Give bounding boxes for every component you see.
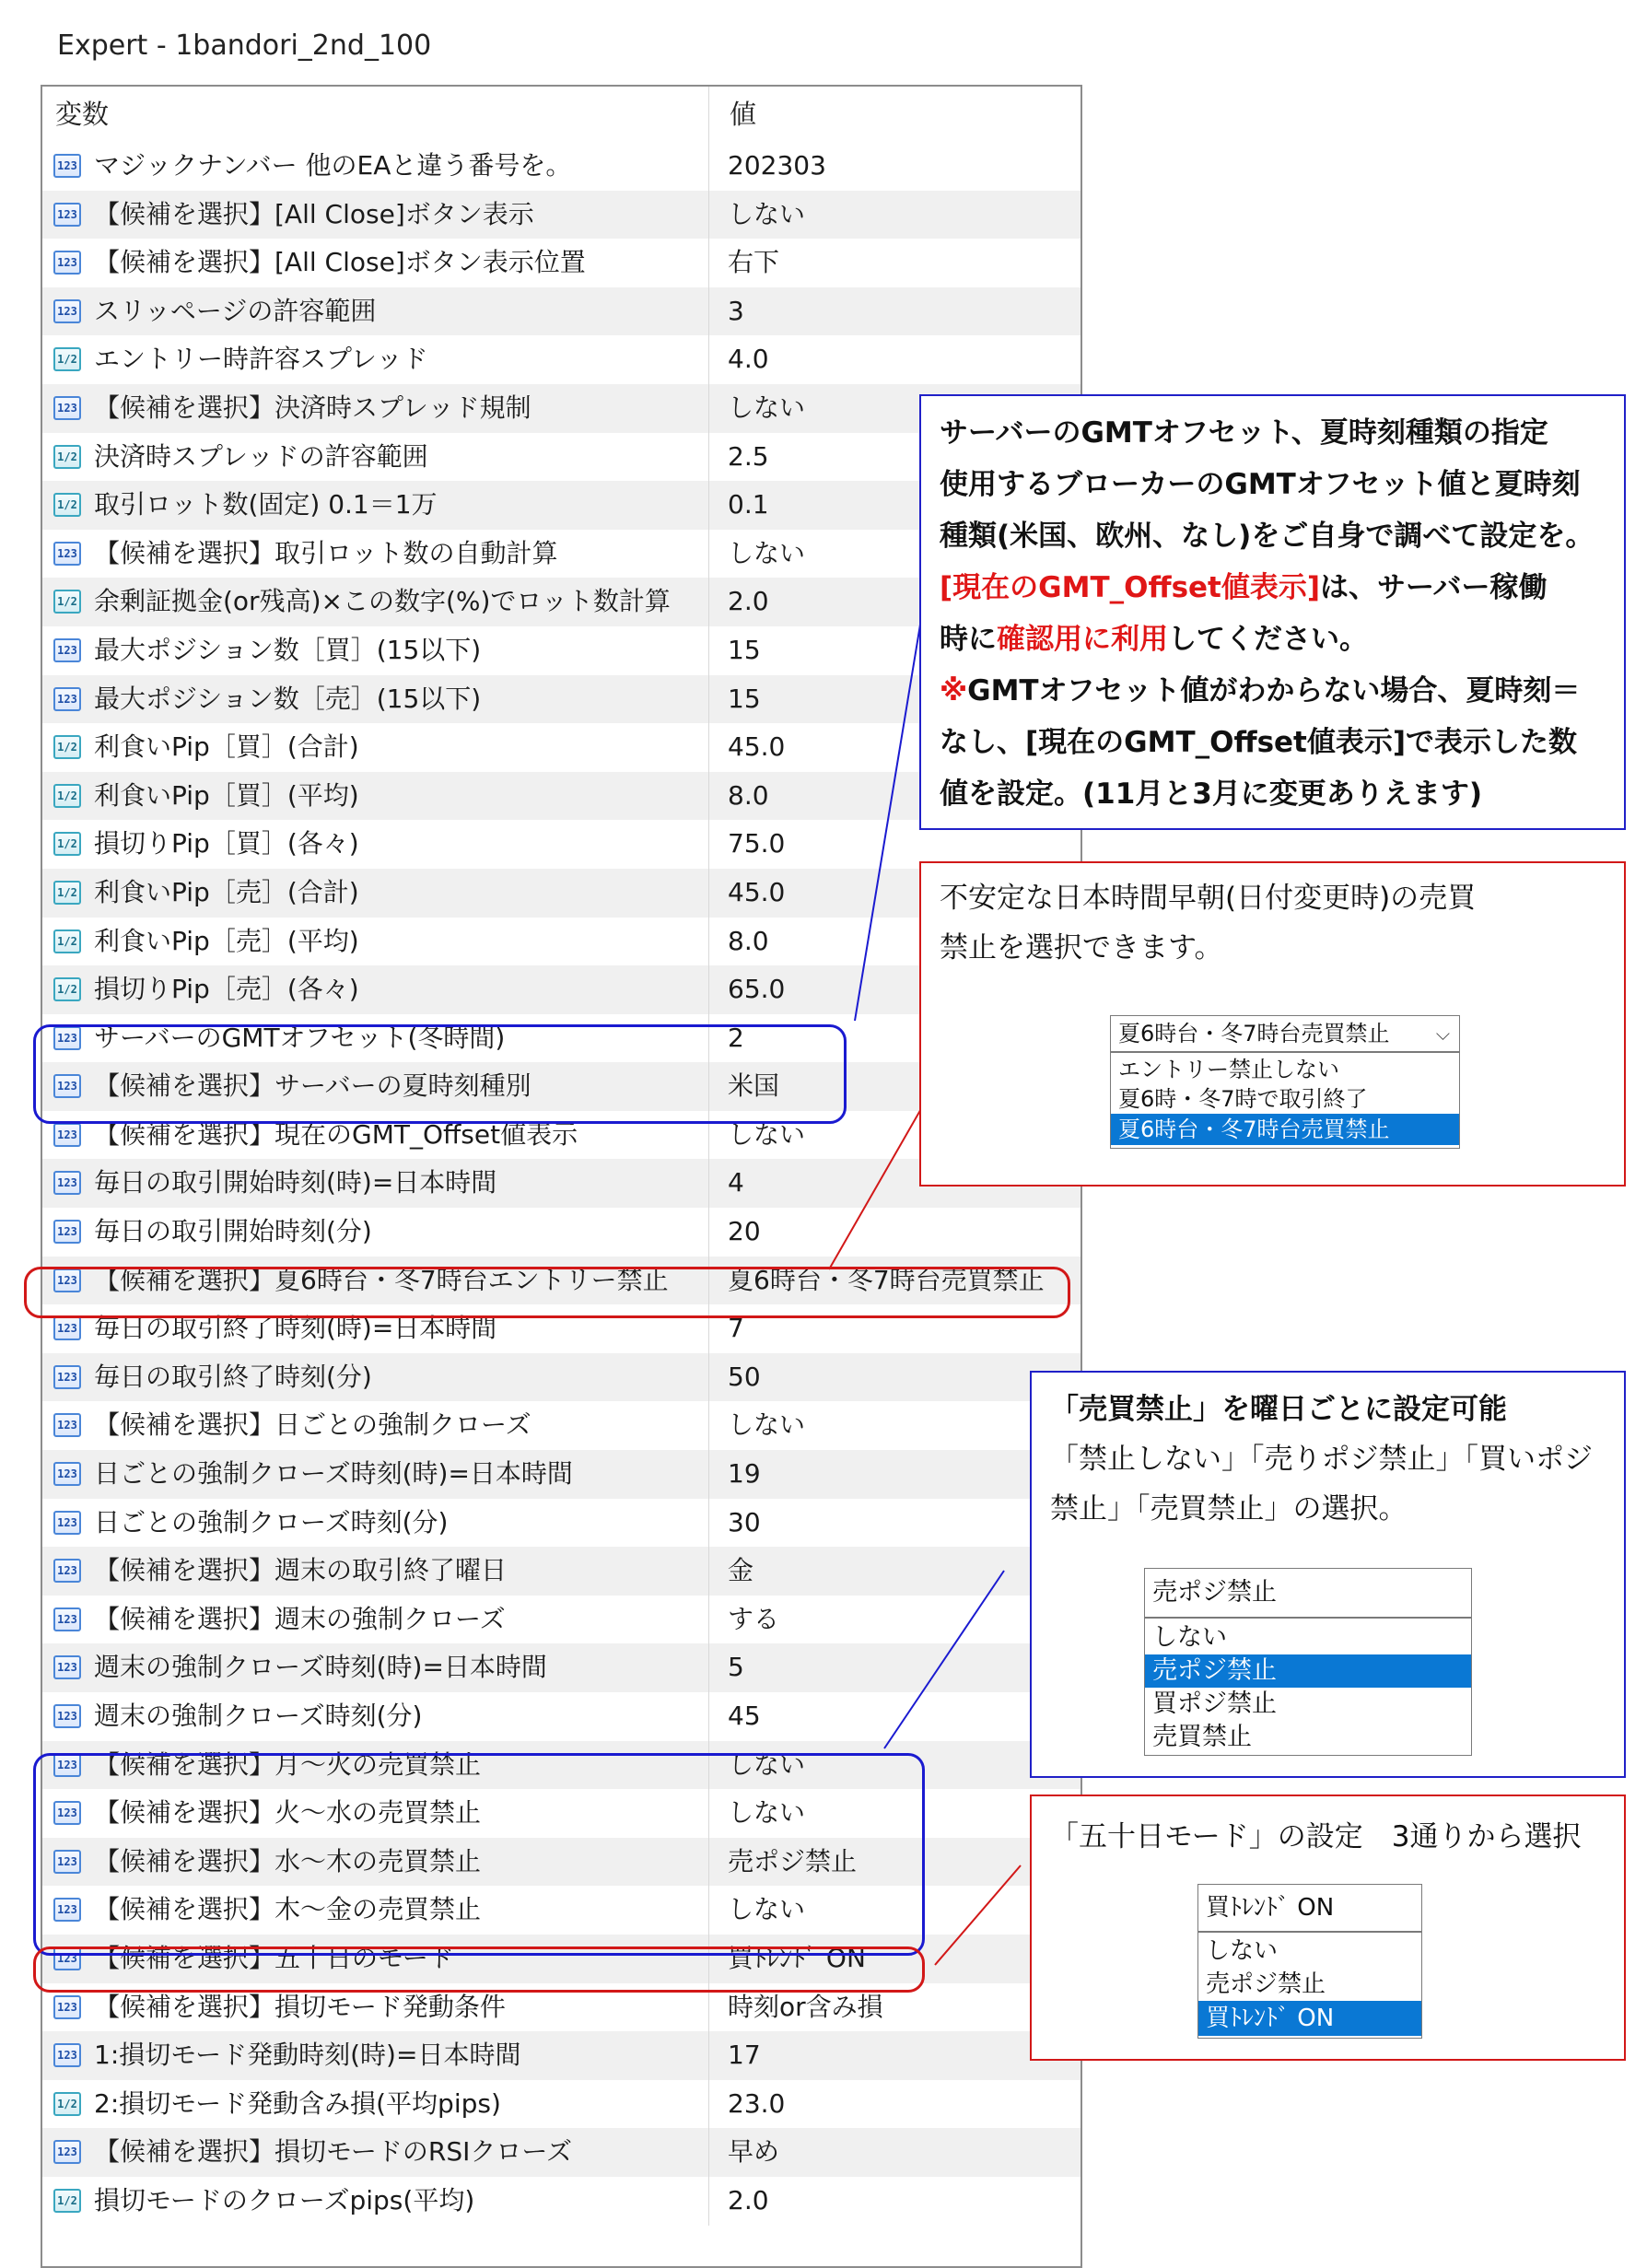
callout-gmt-text: GMTオフセット値がわからない場合、夏時刻＝	[967, 674, 1581, 707]
integer-type-icon: 123	[53, 2043, 81, 2067]
value-cell[interactable]: 75.0	[728, 828, 786, 859]
variable-name: 週末の強制クローズ時刻(分)	[94, 1701, 423, 1731]
connector-gmt	[855, 619, 921, 1021]
integer-type-icon: 123	[53, 687, 81, 711]
variable-name: 利食いPip［買］(平均)	[94, 779, 359, 811]
value-cell[interactable]: しない	[728, 1748, 806, 1780]
value-cell[interactable]: 2	[728, 1022, 744, 1053]
callout-gotobi-mode	[1030, 1795, 1626, 2061]
integer-type-icon: 123	[53, 1268, 81, 1292]
integer-type-icon: 123	[53, 1947, 81, 1970]
value-cell[interactable]: 202303	[728, 150, 826, 181]
variable-name: 損切りPip［売］(各々)	[94, 974, 359, 1005]
value-cell[interactable]: 15	[728, 683, 761, 714]
callout-gmt-title: サーバーのGMTオフセット、夏時刻種類の指定	[940, 416, 1548, 450]
variable-name: 【候補を選択】決済時スプレッド規制	[94, 392, 531, 423]
double-type-icon: 1/2	[53, 493, 81, 517]
callout-gmt-text: は、サーバー稼働	[1320, 571, 1548, 604]
dropdown-option[interactable]: 夏6時・冬7時で取引終了	[1118, 1086, 1368, 1112]
value-cell[interactable]: 8.0	[728, 779, 769, 811]
integer-type-icon: 123	[53, 1316, 81, 1340]
integer-type-icon: 123	[53, 1123, 81, 1147]
callout-gmt-text: してください。	[1168, 623, 1368, 656]
variable-name: 最大ポジション数［売］(15以下)	[94, 683, 482, 714]
value-cell[interactable]: 7	[728, 1313, 744, 1344]
value-cell[interactable]: 売ポジ禁止	[728, 1845, 858, 1876]
variable-name: 利食いPip［売］(合計)	[94, 876, 359, 907]
integer-type-icon: 123	[53, 396, 81, 420]
value-cell[interactable]: 45	[728, 1701, 761, 1731]
variable-name: 利食いPip［売］(平均)	[94, 925, 359, 956]
window-title: Expert - 1bandori_2nd_100	[57, 29, 432, 62]
integer-type-icon: 123	[53, 1365, 81, 1389]
weekday-dropdown-list	[1144, 1618, 1472, 1756]
value-cell[interactable]: しない	[728, 392, 806, 423]
callout-gmt-line: 使用するブローカーのGMTオフセット値と夏時刻	[940, 468, 1581, 501]
integer-type-icon: 123	[53, 2140, 81, 2164]
double-type-icon: 1/2	[53, 735, 81, 759]
variable-name: 取引ロット数(固定) 0.1＝1万	[94, 489, 438, 520]
callout-early-line: 禁止を選択できます。	[940, 931, 1223, 964]
callout-gmt-text: 時に	[940, 623, 997, 656]
value-cell[interactable]: 2.0	[728, 2184, 769, 2215]
value-cell[interactable]: 0.1	[728, 489, 769, 520]
callout-weekday-line: 「売買禁止」を曜日ごとに設定可能	[1050, 1393, 1507, 1426]
variable-name: 【候補を選択】[All Close]ボタン表示	[94, 198, 534, 229]
value-cell[interactable]: しない	[728, 1118, 806, 1150]
callout-early-morning	[919, 861, 1626, 1187]
double-type-icon: 1/2	[53, 784, 81, 808]
integer-type-icon: 123	[53, 1995, 81, 2019]
callout-gmt-emph: 確認用に利用	[997, 623, 1168, 656]
variable-name: 【候補を選択】火～水の売買禁止	[94, 1797, 482, 1829]
early-dropdown-list	[1110, 1052, 1460, 1149]
value-cell[interactable]: 早め	[728, 2136, 780, 2168]
value-cell[interactable]: 19	[728, 1458, 761, 1490]
variable-name: 【候補を選択】サーバーの夏時刻種別	[94, 1070, 531, 1102]
variable-name: 【候補を選択】取引ロット数の自動計算	[94, 537, 558, 568]
integer-type-icon: 123	[53, 638, 81, 662]
double-type-icon: 1/2	[53, 2092, 81, 2116]
double-type-icon: 1/2	[53, 347, 81, 371]
variable-name: 毎日の取引開始時刻(分)	[94, 1216, 372, 1247]
value-cell[interactable]: 45.0	[728, 731, 786, 763]
integer-type-icon: 123	[53, 154, 81, 178]
callout-gmt-offset	[919, 394, 1626, 830]
value-cell[interactable]: 5	[728, 1652, 744, 1683]
variable-name: 決済時スプレッドの許容範囲	[94, 440, 428, 472]
variable-name: 日ごとの強制クローズ時刻(分)	[94, 1506, 449, 1537]
callout-weekday-line: 「禁止しない」「売りポジ禁止」「買いポジ	[1050, 1443, 1593, 1476]
dropdown-option[interactable]: 売買禁止	[1152, 1723, 1252, 1751]
variable-name: 損切りPip［買］(各々)	[94, 828, 359, 859]
value-cell[interactable]: 4	[728, 1167, 744, 1198]
column-header-variable[interactable]: 変数	[42, 87, 709, 142]
variable-name: 【候補を選択】日ごとの強制クローズ	[94, 1409, 531, 1441]
variable-name: 利食いPip［買］(合計)	[94, 731, 359, 763]
integer-type-icon: 123	[53, 1511, 81, 1535]
double-type-icon: 1/2	[53, 881, 81, 905]
variable-name: 【候補を選択】週末の強制クローズ	[94, 1603, 506, 1634]
variable-name: 【候補を選択】現在のGMT_Offset値表示	[94, 1118, 578, 1150]
dropdown-option-selected[interactable]: 買ﾄﾚﾝﾄﾞ ON	[1198, 2001, 1421, 2036]
integer-type-icon: 123	[53, 1026, 81, 1050]
integer-type-icon: 123	[53, 1655, 81, 1679]
variable-name: 最大ポジション数［買］(15以下)	[94, 634, 482, 665]
integer-type-icon: 123	[53, 1171, 81, 1195]
variable-name: 損切モードのクローズpips(平均)	[94, 2184, 475, 2215]
gotobi-dropdown-list	[1197, 1932, 1422, 2039]
integer-type-icon: 123	[53, 1898, 81, 1922]
variable-name: 【候補を選択】[All Close]ボタン表示位置	[94, 247, 586, 278]
double-type-icon: 1/2	[53, 929, 81, 953]
double-type-icon: 1/2	[53, 445, 81, 469]
value-cell[interactable]: 3	[728, 295, 744, 326]
value-cell[interactable]: しない	[728, 1797, 806, 1829]
variable-name: 【候補を選択】水～木の売買禁止	[94, 1845, 482, 1876]
variable-name: スリッページの許容範囲	[94, 295, 377, 326]
chevron-down-icon[interactable]: ⌵	[1435, 1023, 1450, 1045]
value-cell[interactable]: しない	[728, 1894, 806, 1925]
variable-name: 2:損切モード発動含み損(平均pips)	[94, 2087, 501, 2119]
integer-type-icon: 123	[53, 251, 81, 275]
variable-name: 【候補を選択】夏6時台・冬7時台エントリー禁止	[94, 1264, 669, 1295]
dropdown-option[interactable]: 買ポジ禁止	[1152, 1689, 1277, 1718]
column-header-value[interactable]: 値	[730, 99, 757, 130]
note-mark: ※	[940, 674, 968, 707]
value-cell[interactable]: しない	[728, 198, 806, 229]
callout-gmt-line	[940, 564, 1548, 605]
value-cell[interactable]: 2.5	[728, 440, 769, 472]
integer-type-icon: 123	[53, 299, 81, 323]
callout-gmt-line: 種類(米国、欧州、なし)をご自身で調べて設定を。	[940, 520, 1594, 553]
variable-name: エントリー時許容スプレッド	[94, 344, 428, 375]
value-cell[interactable]: 時刻or含み損	[728, 1991, 883, 2022]
variable-name: 毎日の取引終了時刻(時)=日本時間	[94, 1313, 497, 1344]
value-cell[interactable]: 17	[728, 2040, 761, 2071]
value-cell[interactable]: 8.0	[728, 925, 769, 956]
dropdown-option-selected[interactable]: 夏6時台・冬7時台売買禁止	[1111, 1114, 1459, 1145]
callout-weekday-line: 禁止」「売買禁止」の選択。	[1050, 1492, 1408, 1526]
early-dropdown-selected[interactable]	[1110, 1015, 1460, 1052]
value-cell[interactable]: 米国	[728, 1070, 780, 1102]
callout-gmt-line: 値を設定。(11月と3月に変更ありえます)	[940, 777, 1483, 811]
integer-type-icon: 123	[53, 1850, 81, 1874]
variable-name: 【候補を選択】損切モード発動条件	[94, 1991, 506, 2022]
weekday-dropdown[interactable]	[1144, 1568, 1472, 1761]
value-cell[interactable]: しない	[728, 1409, 806, 1441]
value-cell[interactable]: 4.0	[728, 344, 769, 375]
integer-type-icon: 123	[53, 203, 81, 227]
value-cell[interactable]: する	[728, 1603, 780, 1634]
double-type-icon: 1/2	[53, 2189, 81, 2213]
value-cell[interactable]: 30	[728, 1506, 761, 1537]
value-cell[interactable]: 買ﾄﾚﾝﾄﾞ ON	[728, 1942, 866, 1973]
value-cell[interactable]: 金	[728, 1555, 754, 1586]
variable-name: 毎日の取引開始時刻(時)=日本時間	[94, 1167, 497, 1198]
value-cell[interactable]: 夏6時台・冬7時台売買禁止	[728, 1264, 1045, 1295]
variable-name: 【候補を選択】五十日のモード	[94, 1942, 454, 1973]
callout-gmt-line	[940, 615, 1368, 657]
integer-type-icon: 123	[53, 1462, 81, 1486]
double-type-icon: 1/2	[53, 977, 81, 1001]
callout-early-line: 不安定な日本時間早朝(日付変更時)の売買	[940, 882, 1477, 915]
variable-name: 【候補を選択】週末の取引終了曜日	[94, 1555, 508, 1586]
variable-name: 余剰証拠金(or残高)×この数字(%)でロット数計算	[94, 586, 671, 617]
variable-name: サーバーのGMTオフセット(冬時間)	[94, 1022, 506, 1053]
variable-name: 毎日の取引終了時刻(分)	[94, 1361, 372, 1392]
value-cell[interactable]: 15	[728, 634, 761, 665]
early-dropdown-value: 夏6時台・冬7時台売買禁止	[1118, 1021, 1390, 1046]
dropdown-option-selected[interactable]: 売ポジ禁止	[1145, 1654, 1471, 1688]
integer-type-icon: 123	[53, 1413, 81, 1437]
value-cell[interactable]: 23.0	[728, 2087, 786, 2119]
variable-name: マジックナンバー 他のEAと違う番号を。	[94, 150, 572, 181]
value-cell[interactable]: しない	[728, 537, 806, 568]
variable-name: 【候補を選択】損切モードのRSIクローズ	[94, 2136, 572, 2168]
variable-name: 【候補を選択】木～金の売買禁止	[94, 1894, 482, 1925]
callout-gmt-emph: [現在のGMT_Offset値表示]	[940, 571, 1321, 604]
early-dropdown[interactable]	[1110, 1015, 1460, 1153]
integer-type-icon: 123	[53, 1559, 81, 1583]
integer-type-icon: 123	[53, 1704, 81, 1728]
value-cell[interactable]: 20	[728, 1216, 761, 1247]
gotobi-dropdown[interactable]	[1197, 1884, 1422, 2050]
variable-name: 1:損切モード発動時刻(時)=日本時間	[94, 2040, 521, 2071]
dropdown-option[interactable]: しない	[1206, 1937, 1279, 1965]
variable-name: 【候補を選択】月～火の売買禁止	[94, 1748, 482, 1780]
integer-type-icon: 123	[53, 542, 81, 566]
dropdown-option[interactable]: エントリー禁止しない	[1118, 1057, 1339, 1082]
dropdown-option[interactable]: 売ポジ禁止	[1206, 1970, 1326, 1998]
connector-gotobi	[935, 1865, 1021, 1965]
integer-type-icon: 123	[53, 1801, 81, 1825]
callout-gotobi-line: 「五十日モード」の設定 3通りから選択	[1050, 1820, 1582, 1853]
value-cell[interactable]: 45.0	[728, 876, 786, 907]
value-cell[interactable]: 65.0	[728, 974, 786, 1005]
variable-name: 週末の強制クローズ時刻(時)=日本時間	[94, 1652, 547, 1683]
integer-type-icon: 123	[53, 1220, 81, 1244]
callout-weekday-ban	[1030, 1371, 1626, 1778]
variable-name: 日ごとの強制クローズ時刻(時)=日本時間	[94, 1458, 573, 1490]
value-cell[interactable]: 50	[728, 1361, 761, 1392]
value-cell[interactable]: 右下	[728, 247, 780, 278]
connector-weekday	[884, 1571, 1004, 1748]
dropdown-option[interactable]: しない	[1152, 1623, 1227, 1652]
weekday-dropdown-selected[interactable]: 売ポジ禁止	[1144, 1568, 1472, 1618]
integer-type-icon: 123	[53, 1607, 81, 1631]
callout-gmt-line	[940, 667, 1580, 708]
value-cell[interactable]: 2.0	[728, 586, 769, 617]
gotobi-dropdown-selected[interactable]: 買ﾄﾚﾝﾄﾞ ON	[1197, 1884, 1422, 1932]
double-type-icon: 1/2	[53, 832, 81, 856]
callout-gmt-line: なし、[現在のGMT_Offset値表示]で表示した数	[940, 726, 1578, 759]
integer-type-icon: 123	[53, 1753, 81, 1777]
double-type-icon: 1/2	[53, 590, 81, 614]
integer-type-icon: 123	[53, 1074, 81, 1098]
